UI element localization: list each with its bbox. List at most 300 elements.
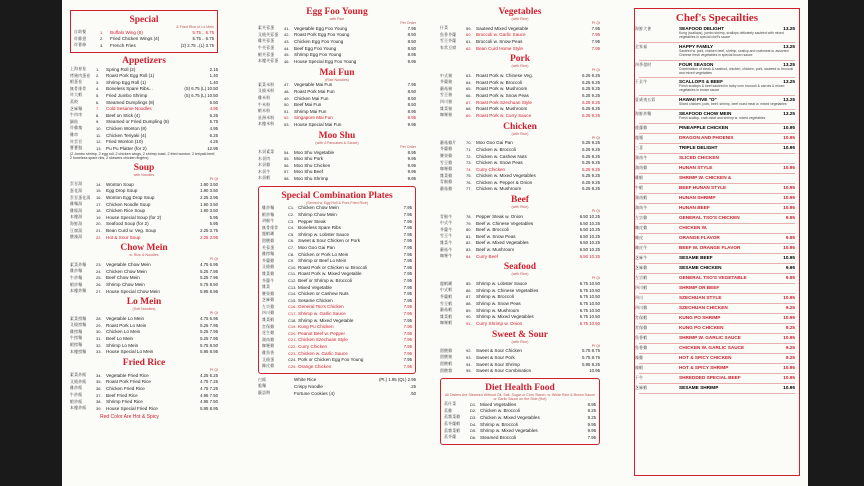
item-name: Seafood Soup (for 2) [106,221,149,227]
section-title: Seafood [503,262,537,273]
section-subtitle: (with Rice) [511,272,529,277]
menu-item [440,38,600,45]
item-name: Chicken Noodle Soup [106,201,151,207]
chef-item-head [635,385,799,391]
item-description: Fresh scallop, crab meat and shrimp w. mixed vegetables [679,116,766,121]
chef-item-head [635,215,799,221]
chinese-name: 咖喱雞 [262,343,275,349]
item-number: 78. [466,214,472,220]
item-price: 7.95 [403,324,412,330]
chinese-name: 夏威夷五彩 [635,97,656,103]
item-price: 6.50 10.25 [579,220,600,226]
item-price: 5.75 .. 6.75 [192,29,214,35]
item-price: 5.25 7.95 [200,335,218,341]
chinese-name: 湖南牛 [635,155,648,161]
item-description: Kung (scallops), jumbo shrimp, scallops delicately sautéed with mixed vegetables in special chef's sauce [679,31,784,39]
menu-section [440,330,600,374]
item-number: 88. [466,301,472,307]
item-number: 41. [284,25,290,31]
item-number: C1. [288,205,295,211]
chinese-name: 素菜撈麵 [70,315,87,321]
item-number: 90. [466,314,472,320]
menu-item [70,66,218,73]
section-title: Beef [511,195,529,206]
chinese-name: 芙蓉蛋 [262,244,275,250]
menu-item [70,201,218,208]
item-number: 63. [466,73,472,79]
chinese-name: 叉燒蛋 [262,356,275,362]
item-price: 9.25 [785,305,795,311]
item-price: 5.95 [209,221,218,227]
item-price: 9.95 [587,428,596,434]
item-name: Moo Goo Gai Pan [298,245,335,251]
chinese-name: 干牛 [635,375,644,381]
item-number: C15. [288,297,297,303]
item-number: 1. [100,29,104,35]
item-name: Beef Mai Fun [294,102,322,108]
item-name: Sweet & Sour Pork [476,354,515,360]
menu-item [262,304,412,311]
chinese-name: 宮保雞 [635,325,648,331]
chinese-name: 雪豆蝦 [440,300,453,306]
item-name: Shrimp Mai Fun [294,108,327,114]
chinese-name: 三喜 [635,145,644,151]
menu-section [440,122,600,193]
menu-item [440,86,600,93]
item-number: C17. [288,310,297,316]
chinese-name: 四川豬 [440,99,453,105]
item-price: 9.25 [587,414,596,420]
item-number: C4. [288,225,295,231]
menu-section [70,358,218,412]
item-number: 34. [96,372,102,378]
item-price: 6.50 10.25 [579,247,600,253]
menu-item [70,207,218,214]
item-name: BEEF HUNAN STYLE [679,185,727,191]
chinese-name: 中式豬 [440,72,453,78]
chinese-name: 蒸雜菜雞 [444,414,461,420]
menu-item [262,224,412,231]
item-name: SHRIMP OR BEEF [679,285,720,291]
item-price: 7.95 [403,284,412,290]
chinese-name: 陳皮雞 [262,363,275,369]
menu-section [440,195,600,259]
item-number: 83. [466,247,472,253]
chef-item-head [635,255,799,261]
chinese-name: 素菜米粉 [258,81,275,87]
item-name: HUNAN BEEF [679,205,710,211]
item-name: Roast Pork w. Chinese Veg. [476,73,533,79]
item-name: GENERAL TSO'S CHICKEN [679,215,740,221]
chef-item-head [635,305,799,311]
item-name: Egg Drop Soup [106,188,138,194]
menu-item [440,166,600,173]
chinese-name: 烤豬肉蛋卷 [70,72,91,78]
menu-item [262,251,412,258]
item-name: SHREDDED SPECIAL BEEF [679,375,741,381]
item-price: 7.95 [591,38,600,44]
menu-section [70,163,218,240]
item-number: 56. [284,162,290,168]
item-name: Chicken Rice Soup [106,208,146,214]
item-price: 5.75 [209,119,218,125]
item-price: 10.95 [783,335,795,341]
item-number: 20. [96,221,102,227]
chinese-name: 叉燒米粉 [258,88,275,94]
item-number: C19. [288,324,297,330]
menu-item [70,72,218,79]
item-price: 10.95 [783,245,795,251]
item-number: 75. [466,173,472,179]
side-item [258,390,416,397]
item-price: (S) 6.75 (L) 10.50 [184,92,218,98]
chef-item-head [635,135,799,141]
chinese-name: 木須肉 [258,155,271,161]
menu-item [440,313,600,320]
item-price: 10.95 [783,255,795,261]
item-number: 8. [96,112,100,118]
menu-item [70,348,218,355]
chinese-name: 四季發財 [635,61,652,67]
item-number: 64. [466,79,472,85]
menu-item [444,401,596,408]
chinese-name: 辣蝦 [635,365,644,371]
item-name: Chicken w. Broccoli [476,146,516,152]
item-number: 54. [284,149,290,155]
chef-item [635,154,799,163]
chef-item [635,43,799,60]
item-name: Shrimp w. Lobster Sauce [298,231,350,237]
item-price: 7.95 [403,363,412,369]
item-name: Chicken w. Mushroom [476,186,522,192]
menu-item [70,405,218,412]
item-name: HOT & SPICY SHRIMP [679,365,729,371]
chinese-name: 牛蝦 [635,185,644,191]
item-name: Roast Pork w. Snow Peas [476,92,529,98]
chinese-name: 牛撈麵 [70,335,83,341]
chinese-name: 上海春卷 [70,66,87,72]
item-name: Shrimp w. Lobster Sauce [476,281,528,287]
item-price: 13.25 [783,26,795,31]
chinese-name: 牛炒麵 [70,274,83,280]
chef-item-head [635,285,799,291]
chef-item [635,364,799,373]
item-price: 9.25 [785,355,795,361]
chinese-name: 木須雞 [258,162,271,168]
menu-item [70,315,218,322]
item-number: 46. [284,58,290,64]
chinese-name: 陳皮 [635,235,644,241]
item-number: 15. [96,188,102,194]
menu-item [258,95,416,102]
item-number: 2. [100,36,104,42]
item-name: Beef or Shrimp w. Broccoli [298,278,352,284]
price-column-header: Pt Qt [591,135,600,140]
chinese-name: 龍蝦糊 [262,231,275,237]
chef-item [635,124,799,133]
item-price: 9.95 [407,121,416,127]
price-column-header: Pt Qt [591,343,600,348]
item-name: Vegetable Mai Fun [294,82,333,88]
menu-section [70,297,218,355]
item-name: Curry Beef [476,253,498,259]
item-name: Chicken Fried Rice [106,385,145,391]
chinese-name: 本樓炒飯 [70,405,87,411]
menu-item [70,86,218,93]
chinese-name: 蘑菇蝦 [440,307,453,313]
item-number: C11. [288,271,297,277]
chinese-name: 辣雞 [635,355,644,361]
chinese-name: 腰果雞 [440,153,453,159]
item-name: Chicken Mai Fun [294,95,329,101]
item-number: 36. [96,385,102,391]
item-number: 91. [466,320,472,326]
item-price: 7.95 [403,225,412,231]
item-description: Fresh scallops & beef sauteed in baby corn broccoli & carrots & mixed vegetables in brown sauce [679,84,785,93]
item-price: 8.50 [407,88,416,94]
divider [639,393,795,394]
item-number: 33. [96,349,102,355]
item-name: ORANGE FLAVOR [679,235,720,241]
item-name: SHRIMP W. GARLIC SAUCE [679,335,741,341]
price-column-header: Pt Qt [591,21,600,25]
item-number: 48. [284,88,290,94]
chinese-name: 雞芙蓉蛋 [258,38,275,44]
item-name: KUNG PO CHICKEN [679,325,724,331]
chef-item [635,134,799,143]
item-name: Beef w. Mushroom [476,247,515,253]
item-price [795,155,799,161]
item-number: 92. [466,348,472,354]
item-description: Combination of steak & seafood, chicken, chicken, pork, sauteed w. broccoli and mixed vegetables [679,66,794,75]
chinese-name: 雪豆芥蘭 [440,38,457,44]
item-name: Sweet & Sour Combination [476,368,532,374]
item-number: 61. [466,38,472,44]
item-price: 6.25 9.25 [582,86,600,92]
item-number: C8. [288,251,295,257]
chinese-name: 雜菜蝦 [440,313,453,319]
item-price: 4.95 [209,106,218,112]
item-price: 1.90 3.50 [200,201,218,207]
chinese-name: 芝麻雞 [262,297,275,303]
item-number: C5. [288,231,295,237]
item-price: 4.75 7.25 [200,379,218,385]
chef-item [635,374,799,383]
item-price: 6.50 10.25 [579,240,600,246]
menu-item [70,288,218,295]
item-price: 6.50 10.25 [579,214,600,220]
item-name: Sesame Chicken [298,297,333,303]
item-number: C20. [288,330,297,336]
item-name: Beef on Stick (4) [106,112,140,118]
menu-item [440,146,600,153]
section-subtitle: All Dishes Are Steamed Without Oil, Salt, Sugar or Corn Starch. w. White Rice & Brown Sauce or Garlic Sauce on the Side (Hot) [445,392,595,401]
item-name: Bean Curd Home Style [476,45,523,51]
menu-item [258,149,416,156]
item-number: C21. [288,337,297,343]
item-name: Pork or Chicken Egg Foo Young [298,357,364,363]
item-price: 1.90 3.50 [200,181,218,187]
item-number: 22. [96,234,102,240]
item-number: 69. [466,112,472,118]
chinese-name: 木須素菜 [258,149,275,155]
menu-item [262,218,412,225]
item-name: Chicken w. Garlic Sauce [298,350,348,356]
menu-item [440,246,600,253]
chinese-name: 牛炒飯 [70,392,83,398]
chinese-name: 雜菜蝦 [262,317,275,323]
menu-item [70,145,218,152]
chinese-name: 芥蘭雞 [262,257,275,263]
item-name: Roast Pork Egg Roll (1) [106,73,155,79]
section-subtitle: (with Rice) [511,17,529,21]
item-price: 5.75 8.50 [200,282,218,288]
item-name: Moo Shu Beef [294,169,324,175]
item-name: Shrimp w. Mixed Vegetables [480,428,538,434]
item-name: Bean Curd w. Veg. Soup [106,228,157,234]
item-price: 13.25 [783,97,795,103]
chinese-name: 本樓湯 [70,214,83,220]
chef-item-head [635,335,799,341]
item-number: 39. [96,405,102,411]
menu-item [262,310,412,317]
item-name: CHICKEN W. GARLIC SAUCE [679,345,745,351]
item-price: 5.50 [209,99,218,105]
item-name: Crispy Noodle [294,383,323,389]
chinese-name: 雞蝦 [635,175,644,181]
item-price: 7.95 [403,218,412,224]
menu-item [440,72,600,79]
item-price: 10.95 [783,205,795,211]
item-name: SCALLOPS & BEEF [679,79,724,85]
item-price [795,175,799,181]
chinese-name: 雞串 [70,132,79,138]
chinese-name: 炸雞塊 [70,125,83,131]
item-price: 6.75 10.50 [579,294,600,300]
item-number: 51. [284,108,290,114]
item-name: Singapore Mai Fun [294,115,333,121]
item-number: C2. [288,212,295,218]
item-price: 7.95 [403,245,412,251]
chinese-name: 雪豆牛 [440,233,453,239]
chinese-name: 甜酸雞 [440,347,453,353]
chinese-name: 四川蝦 [635,285,648,291]
chinese-name: 全家福 [635,43,648,49]
chinese-name: 魚香蝦 [635,335,648,341]
item-name: Boneless Spare Ribs [298,225,341,231]
chef-item [635,294,799,303]
chinese-name: 蒸雜菜蝦 [444,427,461,433]
item-price: (2) 2.75 ..(L) 3.75 [180,42,214,48]
item-number: 7. [96,106,100,112]
menu-item [440,226,600,233]
item-number: 42. [284,32,290,38]
item-name: Beef Egg Foo Young [294,45,337,51]
item-number: 47. [284,82,290,88]
chinese-name: 雞炒麵 [70,268,83,274]
item-name: Broccoli w. Garlic Sauce [476,32,526,38]
chef-item-head [635,375,799,381]
item-name: White Rice [294,377,317,383]
menu-item [70,214,218,221]
item-price: 7.95 [403,337,412,343]
item-name: Roast Pork Lo Mein [106,322,147,328]
chinese-name: 雲吞蛋花湯 [70,194,91,200]
item-name: Peanut Beef w. Pepper [298,330,345,336]
item-name: SEAFOOD CHOW MEIN [679,111,732,117]
side-item [258,383,416,390]
item-number: 50. [284,102,290,108]
chef-item-head [635,165,799,171]
chinese-name: 木須蝦 [258,175,271,181]
item-name: Pepper Steak w. Onion [476,214,523,220]
menu-item [70,181,218,188]
menu-item [258,121,416,128]
item-number: D5. [470,428,477,434]
item-name: Roast Pork Egg Foo Young [294,32,350,38]
menu-section [258,68,416,128]
item-number: C16. [288,304,297,310]
menu-item [262,277,412,284]
item-name: Beef w. Chinese Vegetables [476,220,534,226]
item-number: 28. [96,316,102,322]
menu-item [440,287,600,294]
menu-item [70,372,218,379]
item-name: Chicken Szechuan Style [298,337,348,343]
item-name: SESAME CHICKEN [679,265,722,271]
chinese-name: 咖喱雞 [440,166,453,172]
item-number: 95. [466,368,472,374]
chinese-name: 龍鳳 [635,135,644,141]
menu-item [444,434,596,441]
menu-item [262,231,412,238]
item-name: Beef Chow Mein [106,275,140,281]
item-name: Chicken Wonton (8) [106,125,147,131]
item-name: Sauteed Mixed Vegetable [476,25,529,31]
menu-item [440,140,600,147]
item-name: Cold Sesame Noodles [106,106,152,112]
item-price: 8.50 [407,45,416,51]
item-name: House Special Soup (for 2) [106,214,162,220]
item-name: Shrimp w. Garlic Sauce [298,310,346,316]
item-number: 74. [466,166,472,172]
chinese-name: 蒸什菜 [444,401,457,407]
menu-column-3 [440,4,600,445]
item-name: FOUR SEASON [679,61,714,67]
item-name: Roast Pork w. Mixed Vegetable [298,271,362,277]
chinese-name: 本樓芙蓉蛋 [258,58,279,64]
menu-item [258,169,416,176]
item-price: 6.25 9.25 [582,92,600,98]
item-number: 45. [284,52,290,58]
item-price: 7.95 [403,238,412,244]
item-price: 10.95 [783,315,795,321]
menu-item [440,153,600,160]
menu-item [440,45,600,52]
item-price: 4.75 7.25 [200,385,218,391]
chinese-name: 雜菜 [262,284,271,290]
item-name: Steamed or Fried Dumpling (8) [106,119,170,125]
item-name: Orange Chicken [298,363,332,369]
chinese-name: 咖喱蝦 [440,320,453,326]
item-name: DRAGON AND PHOENIX [679,135,734,141]
price-column-header: Pt Qt [591,209,600,214]
chef-item-head [635,275,799,281]
menu-item [74,36,214,43]
chef-item [635,78,799,95]
item-name: General Tso's Chicken [298,304,344,310]
item-number: 70. [466,140,472,146]
